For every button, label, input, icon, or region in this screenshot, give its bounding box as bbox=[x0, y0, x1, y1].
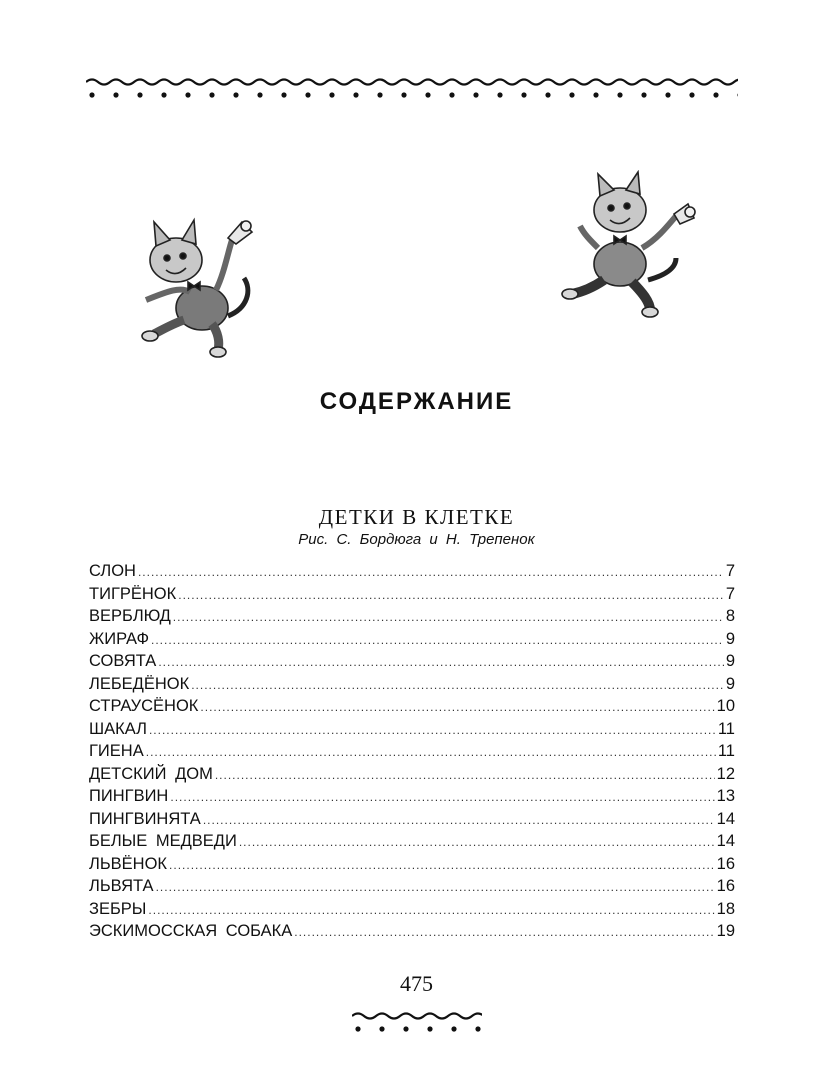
ornament-dot bbox=[427, 1026, 432, 1031]
top-ornament bbox=[86, 68, 738, 104]
toc-entry-title: ЛЕБЕДЁНОК bbox=[89, 674, 190, 693]
toc-entry-title: БЕЛЫЕ МЕДВЕДИ bbox=[89, 832, 237, 850]
toc-entry-page: 11 bbox=[717, 719, 735, 738]
ornament-dot bbox=[521, 92, 526, 97]
toc-leader-dots bbox=[200, 696, 714, 719]
toc-entry-title: ТИГРЁНОК bbox=[89, 584, 177, 603]
toc-row bbox=[89, 560, 735, 583]
toc-leader-dots bbox=[203, 809, 715, 832]
toc-leader-dots bbox=[146, 741, 716, 764]
ornament-dot bbox=[379, 1026, 384, 1031]
cat-illustration-left bbox=[120, 212, 260, 362]
ornament-dot bbox=[185, 92, 190, 97]
toc-leader-dots bbox=[151, 629, 724, 652]
toc-leader-dots bbox=[170, 786, 714, 809]
section-title: ДЕТКИ В КЛЕТКЕ bbox=[318, 505, 515, 529]
ornament-dot bbox=[737, 92, 738, 97]
toc-row bbox=[89, 718, 735, 741]
ornament-dot bbox=[209, 92, 214, 97]
toc-entry-page: 9 bbox=[725, 652, 735, 670]
toc-row bbox=[89, 583, 735, 606]
page-number: 475 bbox=[400, 971, 433, 996]
toc-leader-dots bbox=[148, 899, 714, 922]
toc-entry-page: 8 bbox=[725, 607, 735, 625]
toc-row bbox=[89, 875, 735, 898]
toc-leader-dots bbox=[239, 831, 715, 854]
toc-entry-page: 14 bbox=[716, 832, 735, 850]
ornament-dot bbox=[403, 1026, 408, 1031]
ornament-dot bbox=[449, 92, 454, 97]
toc-entry-page: 13 bbox=[716, 787, 735, 805]
toc-entry-page: 16 bbox=[716, 877, 735, 895]
ornament-dot bbox=[497, 92, 502, 97]
toc-entry-page: 14 bbox=[716, 809, 735, 828]
toc-entry-title: СОВЯТА bbox=[89, 652, 157, 670]
toc-entry-page: 11 bbox=[717, 742, 735, 760]
ornament-dot bbox=[137, 92, 142, 97]
toc-row bbox=[89, 695, 735, 718]
toc-entry-page: 16 bbox=[716, 854, 735, 873]
toc-entry-title: ЭСКИМОССКАЯ СОБАКА bbox=[89, 922, 293, 940]
ornament-dot bbox=[475, 1026, 480, 1031]
toc-leader-dots bbox=[138, 561, 724, 584]
toc-leader-dots bbox=[173, 606, 724, 629]
toc-leader-dots bbox=[169, 854, 715, 877]
toc-entry-page: 19 bbox=[716, 922, 735, 940]
toc-entry-page: 9 bbox=[725, 629, 735, 648]
ornament-dot bbox=[161, 92, 166, 97]
ornament-dot bbox=[689, 92, 694, 97]
toc-leader-dots bbox=[149, 719, 716, 742]
toc-entry-title: СТРАУСЁНОК bbox=[89, 697, 199, 715]
ornament-dot bbox=[665, 92, 670, 97]
toc-leader-dots bbox=[178, 584, 724, 607]
toc-leader-dots bbox=[294, 921, 714, 944]
toc-row bbox=[89, 605, 735, 628]
page-title: СОДЕРЖАНИЕ bbox=[319, 388, 514, 415]
toc-row bbox=[89, 673, 735, 696]
ornament-dot bbox=[545, 92, 550, 97]
toc-entry-title: ДЕТСКИЙ ДОМ bbox=[89, 764, 213, 783]
ornament-dot bbox=[355, 1026, 360, 1031]
bottom-ornament bbox=[352, 1002, 482, 1038]
ornament-dot bbox=[257, 92, 262, 97]
toc-row bbox=[89, 785, 735, 808]
ornament-dot bbox=[425, 92, 430, 97]
toc-entry-page: 9 bbox=[725, 674, 735, 693]
toc-entry-page: 7 bbox=[725, 584, 735, 603]
toc-entry-title: ВЕРБЛЮД bbox=[89, 607, 171, 625]
toc-row bbox=[89, 853, 735, 876]
toc-row bbox=[89, 920, 735, 943]
toc-entry-title: ЗЕБРЫ bbox=[89, 899, 147, 918]
toc-row bbox=[89, 650, 735, 673]
ornament-dot bbox=[593, 92, 598, 97]
ornament-dot bbox=[451, 1026, 456, 1031]
table-of-contents bbox=[89, 560, 735, 943]
toc-entry-page: 10 bbox=[716, 697, 735, 715]
toc-row bbox=[89, 898, 735, 921]
toc-row bbox=[89, 628, 735, 651]
ornament-dot bbox=[89, 92, 94, 97]
ornament-dot bbox=[617, 92, 622, 97]
ornament-dot bbox=[353, 92, 358, 97]
toc-leader-dots bbox=[191, 674, 724, 697]
toc-entry-page: 18 bbox=[716, 899, 735, 918]
toc-entry-title: ГИЕНА bbox=[89, 742, 144, 760]
ornament-dot bbox=[713, 92, 718, 97]
toc-row bbox=[89, 763, 735, 786]
ornament-dot bbox=[281, 92, 286, 97]
ornament-dot bbox=[305, 92, 310, 97]
toc-entry-title: ПИНГВИН bbox=[89, 787, 169, 805]
ornament-dot bbox=[401, 92, 406, 97]
toc-entry-title: ЛЬВЁНОК bbox=[89, 854, 168, 873]
toc-leader-dots bbox=[158, 651, 724, 674]
toc-leader-dots bbox=[215, 764, 715, 787]
ornament-dot bbox=[377, 92, 382, 97]
illustrator-credit: Рис. С. Бордюга и Н. Трепенок bbox=[298, 531, 535, 548]
toc-row bbox=[89, 740, 735, 763]
ornament-dot bbox=[233, 92, 238, 97]
toc-entry-page: 7 bbox=[725, 562, 735, 580]
ornament-dot bbox=[113, 92, 118, 97]
cat-illustration-right bbox=[558, 170, 698, 325]
toc-entry-title: ЛЬВЯТА bbox=[89, 877, 154, 895]
toc-entry-title: ПИНГВИНЯТА bbox=[89, 809, 201, 828]
ornament-dot bbox=[329, 92, 334, 97]
toc-row bbox=[89, 830, 735, 853]
toc-entry-title: ЖИРАФ bbox=[89, 629, 149, 648]
toc-row bbox=[89, 808, 735, 831]
toc-entry-page: 12 bbox=[716, 764, 735, 783]
ornament-dot bbox=[569, 92, 574, 97]
toc-entry-title: СЛОН bbox=[89, 562, 136, 580]
ornament-dot bbox=[473, 92, 478, 97]
toc-entry-title: ШАКАЛ bbox=[89, 719, 147, 738]
ornament-dot bbox=[641, 92, 646, 97]
toc-leader-dots bbox=[156, 876, 715, 899]
